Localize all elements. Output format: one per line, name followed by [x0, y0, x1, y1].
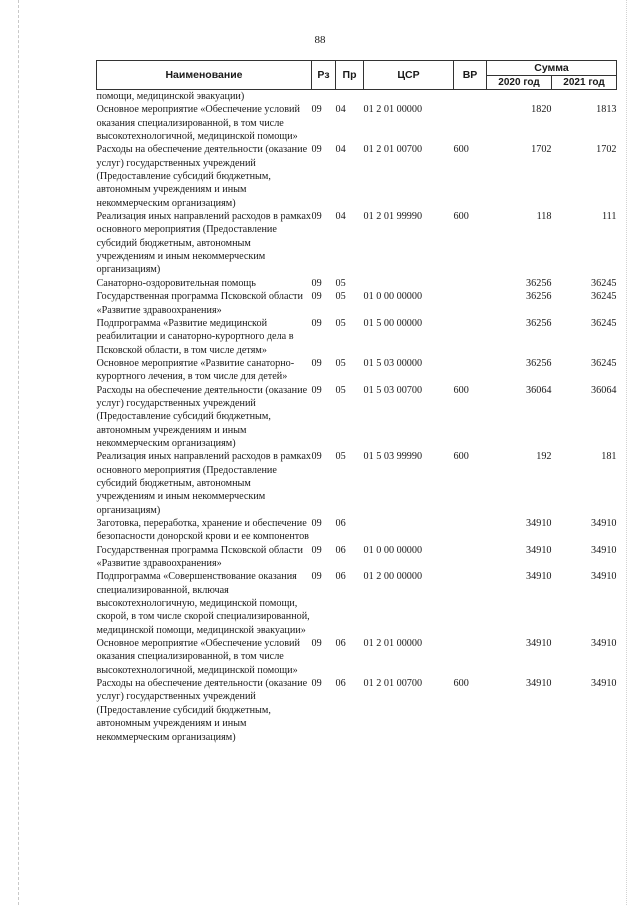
scan-edge-left	[18, 0, 20, 905]
row-pr: 05	[335, 317, 346, 329]
row-sum-2021: 34910	[591, 678, 617, 690]
table-row	[97, 290, 617, 317]
row-name: Реализация иных направлений расходов в рамках основного мероприятия (Предоставление субсидий бюджетным, автономным учреждениям и иным некоммерческим организациям)	[96, 211, 311, 276]
row-name: Расходы на обеспечение деятельности (оказание услуг) государственных учреждений (Предоставление субсидий бюджетным, автономным учреждениям и иным некоммерческим организациям)	[96, 144, 308, 209]
row-rz: 09	[311, 451, 322, 463]
row-csr: 01 5 03 00000	[363, 357, 423, 369]
row-pr: 05	[335, 277, 346, 289]
row-rz: 09	[311, 384, 322, 396]
row-sum-2020: 34910	[526, 678, 552, 690]
row-pr: 06	[335, 638, 346, 650]
row-sum-2020: 192	[536, 451, 552, 463]
row-sum-2021: 34910	[591, 518, 617, 529]
row-sum-2021: 36245	[591, 317, 617, 329]
row-rz: 09	[311, 544, 322, 556]
row-vr: 600	[453, 211, 469, 223]
row-rz	[312, 90, 336, 104]
row-sum-2020: 36256	[526, 277, 552, 289]
budget-table	[96, 60, 617, 744]
row-name: Подпрограмма «Развитие медицинской реабилитации и санаторно-курортного дела в Псковской области, в том числе детям»	[96, 317, 294, 356]
row-rz: 09	[311, 291, 322, 303]
row-sum-2021: 34910	[591, 638, 617, 650]
row-vr: 600	[453, 384, 469, 396]
row-name: помощи, медицинской эвакуации)	[96, 91, 245, 102]
row-name: Расходы на обеспечение деятельности (оказание услуг) государственных учреждений (Предоставление субсидий бюджетным, автономным учреждениям и иным некоммерческим организациям)	[96, 678, 308, 743]
row-rz: 09	[311, 571, 322, 583]
row-pr: 05	[335, 384, 346, 396]
header-vr: ВР	[454, 61, 487, 90]
row-sum-2021	[552, 90, 617, 104]
row-vr	[454, 544, 487, 571]
row-vr	[454, 290, 487, 317]
table-row	[97, 210, 617, 277]
row-csr: 01 5 03 99990	[363, 451, 423, 463]
row-pr	[336, 90, 364, 104]
table-row	[97, 517, 617, 544]
row-sum-2020: 34910	[526, 518, 552, 529]
table-row	[97, 90, 617, 104]
header-name: Наименование	[97, 61, 312, 90]
table-row	[97, 277, 617, 290]
row-pr: 05	[335, 291, 346, 303]
row-sum-2021: 34910	[591, 571, 617, 583]
scan-edge-right	[626, 0, 628, 905]
row-pr: 06	[335, 518, 346, 529]
row-sum-2021: 36245	[591, 357, 617, 369]
row-name: Заготовка, переработка, хранение и обеспечение безопасности донорской крови и ее компонентов	[96, 518, 309, 543]
row-vr	[454, 103, 487, 143]
table-row	[97, 544, 617, 571]
table-row	[97, 357, 617, 384]
header-pr: Пр	[336, 61, 364, 90]
row-name: Расходы на обеспечение деятельности (оказание услуг) государственных учреждений (Предоставление субсидий бюджетным, автономным учреждениям и иным некоммерческим организациям)	[96, 384, 308, 449]
page-number: 88	[314, 34, 326, 46]
table-row	[97, 143, 617, 210]
row-rz: 09	[311, 211, 322, 223]
row-sum-2020: 34910	[526, 638, 552, 650]
row-name: Государственная программа Псковской области «Развитие здравоохранения»	[96, 291, 303, 316]
header-sum: Сумма	[487, 61, 617, 76]
row-csr: 01 2 01 00000	[363, 638, 423, 650]
row-rz: 09	[311, 317, 322, 329]
row-sum-2021: 181	[601, 451, 617, 463]
table-row	[97, 450, 617, 517]
row-pr: 06	[335, 544, 346, 556]
table-row	[97, 317, 617, 357]
row-sum-2020: 36256	[526, 317, 552, 329]
row-pr: 05	[335, 357, 346, 369]
row-vr: 600	[453, 678, 469, 690]
row-csr: 01 2 01 00700	[363, 678, 423, 690]
row-name: Государственная программа Псковской области «Развитие здравоохранения»	[96, 544, 303, 570]
row-pr: 04	[335, 144, 346, 156]
row-rz: 09	[311, 144, 322, 156]
row-sum-2020: 1702	[531, 144, 552, 156]
row-rz: 09	[311, 638, 322, 650]
row-vr	[454, 570, 487, 637]
table-row	[97, 677, 617, 744]
table-header	[97, 61, 617, 90]
row-sum-2021: 36245	[591, 291, 617, 303]
row-name: Основное мероприятие «Обеспечение условий оказания специализированной, в том числе высокотехнологичной, медицинской помощи»	[96, 104, 300, 143]
row-rz: 09	[311, 518, 322, 529]
row-csr: 01 0 00 00000	[363, 544, 423, 556]
row-name: Реализация иных направлений расходов в рамках основного мероприятия (Предоставление субсидий бюджетным, автономным учреждениям и иным некоммерческим организациям)	[96, 451, 311, 516]
row-csr: 01 2 01 00000	[363, 104, 423, 116]
row-sum-2020	[487, 90, 552, 104]
row-vr	[454, 317, 487, 357]
row-csr: 01 2 01 00700	[363, 144, 423, 156]
row-rz: 09	[311, 104, 322, 116]
row-sum-2021: 111	[601, 211, 617, 223]
header-2021: 2021 год	[552, 76, 617, 90]
row-csr	[364, 90, 454, 104]
table-row	[97, 637, 617, 677]
row-csr: 01 5 03 00700	[363, 384, 423, 396]
header-rz: Рз	[312, 61, 336, 90]
table-row	[97, 384, 617, 451]
row-sum-2020: 36064	[526, 384, 552, 396]
row-sum-2021: 34910	[591, 544, 617, 556]
row-sum-2021: 1702	[596, 144, 617, 156]
row-pr: 06	[335, 571, 346, 583]
row-pr: 06	[335, 678, 346, 690]
header-csr: ЦСР	[364, 61, 454, 90]
row-csr	[364, 277, 454, 290]
row-name: Санаторно-оздоровительная помощь	[96, 277, 256, 289]
row-rz: 09	[311, 277, 322, 289]
row-name: Основное мероприятие «Развитие санаторно-курортного лечения, в том числе для детей»	[96, 357, 295, 383]
row-sum-2021: 36064	[591, 384, 617, 396]
row-vr: 600	[453, 451, 469, 463]
row-sum-2020: 1820	[531, 104, 552, 116]
row-rz: 09	[311, 678, 322, 690]
row-vr	[454, 277, 487, 290]
row-sum-2020: 34910	[526, 544, 552, 556]
row-csr	[364, 517, 454, 544]
row-pr: 04	[335, 104, 346, 116]
table-row	[97, 103, 617, 143]
row-rz: 09	[311, 357, 322, 369]
row-sum-2020: 36256	[526, 291, 552, 303]
row-sum-2021: 36245	[591, 277, 617, 289]
row-name: Подпрограмма «Совершенствование оказания специализированной, включая высокотехнологичную, медицинской помощи, скорой, в том числе скорой специализированной, медицинской помощи, медицинской эвакуации»	[96, 571, 310, 636]
table-row	[97, 570, 617, 637]
row-pr: 05	[335, 451, 346, 463]
row-vr	[454, 357, 487, 384]
row-vr	[454, 637, 487, 677]
row-sum-2021: 1813	[596, 104, 617, 116]
row-sum-2020: 36256	[526, 357, 552, 369]
row-pr: 04	[335, 211, 346, 223]
row-vr	[454, 517, 487, 544]
row-csr: 01 5 00 00000	[363, 317, 423, 329]
row-name: Основное мероприятие «Обеспечение условий оказания специализированной, в том числе высокотехнологичной, медицинской помощи»	[96, 638, 300, 676]
row-vr: 600	[453, 144, 469, 156]
row-csr: 01 2 01 99990	[363, 211, 423, 223]
row-csr: 01 0 00 00000	[363, 291, 423, 303]
row-csr: 01 2 00 00000	[363, 571, 423, 583]
row-vr	[454, 90, 487, 104]
header-2020: 2020 год	[487, 76, 552, 90]
row-sum-2020: 118	[536, 211, 552, 223]
row-sum-2020: 34910	[526, 571, 552, 583]
